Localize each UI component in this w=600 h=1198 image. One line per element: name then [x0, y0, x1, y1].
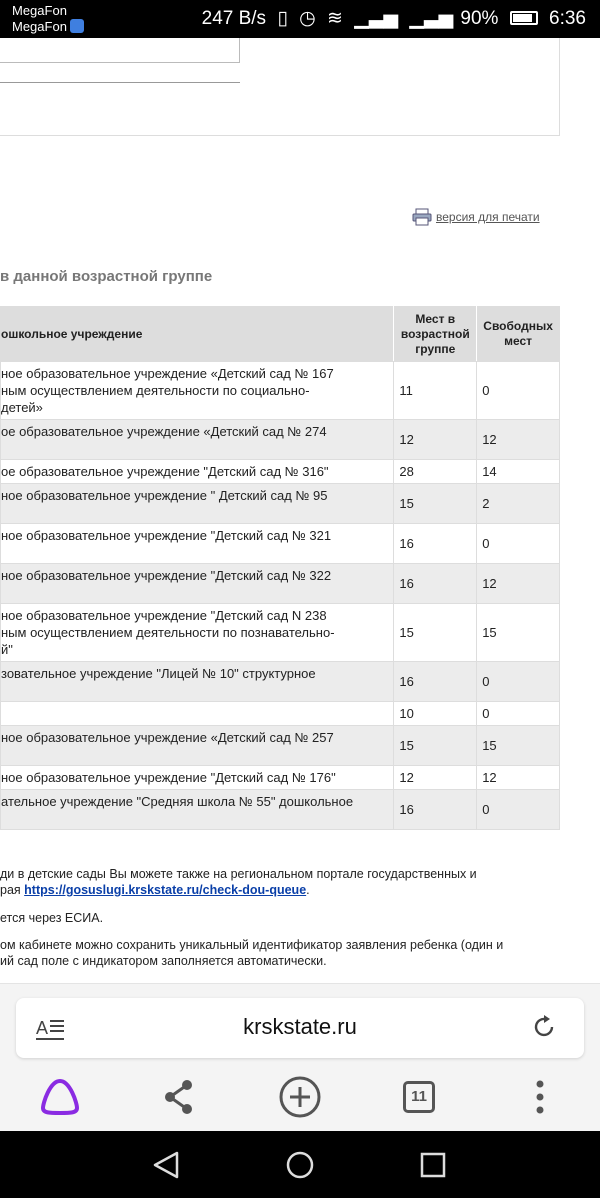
vibrate-icon: ▯ — [277, 8, 288, 29]
home-icon[interactable] — [284, 1149, 316, 1181]
institution-name-line: ным осуществлением деятельности по социально- — [1, 383, 310, 398]
col-header-group-line3: группе — [415, 341, 456, 356]
cell-group-places: 15 — [394, 726, 477, 766]
table-row — [1, 604, 560, 662]
recent-apps-icon[interactable] — [417, 1149, 449, 1181]
info-line-2-suffix: . — [306, 883, 310, 897]
cell-institution — [1, 484, 394, 524]
cell-institution — [1, 420, 394, 460]
cell-free-places: 12 — [477, 564, 560, 604]
institution-name-line: детей» — [1, 400, 43, 415]
table-row — [1, 460, 560, 484]
institution-name-line: й" — [1, 642, 13, 657]
table-row — [1, 790, 560, 830]
carrier-info — [12, 3, 84, 35]
back-icon[interactable] — [151, 1149, 183, 1181]
institution-name-line: ое образовательное учреждение "Детский сад № 316" — [1, 464, 329, 479]
info-line-1: ди в детские сады Вы можете также на региональном портале государственных и — [0, 867, 477, 881]
alice-assistant-icon[interactable] — [38, 1075, 82, 1119]
cell-institution — [1, 362, 394, 420]
col-header-group-places — [394, 307, 477, 362]
status-right — [196, 7, 586, 31]
cell-institution — [1, 564, 394, 604]
institution-name-line: ное образовательное учреждение "Детский сад № 176" — [1, 770, 336, 785]
info-paragraph-2: ется через ЕСИА. — [0, 911, 104, 925]
divider — [0, 82, 240, 83]
cell-free-places: 15 — [477, 604, 560, 662]
cell-institution — [1, 460, 394, 484]
cell-free-places: 12 — [477, 766, 560, 790]
col-header-free-places — [477, 307, 560, 362]
battery-percent: 90% — [460, 8, 499, 29]
cell-free-places: 0 — [477, 790, 560, 830]
cell-group-places: 15 — [394, 484, 477, 524]
section-title: в данной возрастной группе — [0, 268, 213, 285]
share-icon[interactable] — [157, 1075, 201, 1119]
tab-count: 11 — [403, 1081, 435, 1113]
alarm-icon: ◷ — [299, 8, 316, 29]
table-row — [1, 524, 560, 564]
status-bar — [0, 0, 600, 38]
cell-group-places: 12 — [394, 420, 477, 460]
institution-name-line: ое образовательное учреждение «Детский сад № 274 — [1, 424, 327, 439]
cell-institution — [1, 524, 394, 564]
menu-icon[interactable] — [518, 1075, 562, 1119]
address-bar[interactable] — [16, 998, 584, 1058]
table-row — [1, 662, 560, 702]
address-bar-area — [0, 983, 600, 1065]
table-header-row — [1, 307, 560, 362]
cell-group-places: 10 — [394, 702, 477, 726]
carrier-1: MegaFon — [12, 3, 67, 18]
cell-group-places: 28 — [394, 460, 477, 484]
info-para3-line-1: ом кабинете можно сохранить уникальный идентификатор заявления ребенка (один и — [0, 938, 504, 952]
cell-institution — [1, 702, 394, 726]
form-input[interactable] — [0, 38, 240, 63]
cell-institution — [1, 726, 394, 766]
reload-icon[interactable] — [532, 1014, 558, 1040]
cell-free-places: 0 — [477, 662, 560, 702]
col-header-group-line2: возрастной — [400, 326, 470, 341]
table-row — [1, 726, 560, 766]
cell-group-places: 16 — [394, 790, 477, 830]
cell-institution — [1, 662, 394, 702]
cell-free-places: 0 — [477, 702, 560, 726]
info-paragraph-1 — [0, 866, 560, 898]
page-content — [0, 38, 600, 983]
gosuslugi-link[interactable]: https://gosuslugi.krskstate.ru/check-dou-queue — [24, 883, 307, 897]
col-header-free-line1: Свободных — [483, 319, 553, 333]
institution-name-line: ное образовательное учреждение «Детский сад № 257 — [1, 730, 334, 745]
table-row — [1, 702, 560, 726]
cell-group-places: 16 — [394, 564, 477, 604]
cell-institution — [1, 604, 394, 662]
table-row — [1, 484, 560, 524]
cell-institution — [1, 790, 394, 830]
info-para3-line-2: ий сад поле с индикатором заполняется автоматически. — [0, 954, 327, 968]
wifi-icon: ≋ — [326, 8, 343, 29]
vacancies-table — [0, 306, 560, 830]
table-row — [1, 420, 560, 460]
institution-name-line: ным осуществлением деятельности по познавательно- — [1, 625, 335, 640]
cell-free-places: 2 — [477, 484, 560, 524]
cell-group-places: 12 — [394, 766, 477, 790]
col-header-group-line1: Мест в — [415, 311, 456, 326]
cell-group-places: 15 — [394, 604, 477, 662]
cell-group-places: 16 — [394, 524, 477, 564]
new-tab-icon[interactable] — [278, 1075, 322, 1119]
cell-group-places: 11 — [394, 362, 477, 420]
carrier-2: MegaFon — [12, 19, 67, 34]
cell-free-places: 0 — [477, 362, 560, 420]
printer-icon — [412, 208, 432, 226]
info-line-2-prefix: рая — [0, 883, 25, 897]
shield-icon — [70, 19, 84, 33]
clock: 6:36 — [549, 8, 586, 29]
tabs-button[interactable] — [398, 1075, 442, 1119]
col-header-institution: ошкольное учреждение — [1, 307, 394, 362]
site-domain[interactable]: krskstate.ru — [243, 1014, 357, 1039]
print-version-link[interactable] — [412, 208, 540, 226]
col-header-free-line2: мест — [504, 334, 533, 348]
print-link-label: версия для печати — [436, 210, 540, 224]
institution-name-line: ное образовательное учреждение "Детский сад N 238 — [1, 608, 327, 623]
cell-free-places: 12 — [477, 420, 560, 460]
institution-name-line: ное образовательное учреждение "Детский сад № 321 — [1, 528, 332, 543]
browser-toolbar — [0, 1065, 600, 1131]
table-row — [1, 564, 560, 604]
institution-name-line: ательное учреждение "Средняя школа № 55" дошкольное — [1, 794, 354, 809]
institution-name-line: ное образовательное учреждение "Детский сад № 322 — [1, 568, 332, 583]
info-line-2 — [0, 882, 560, 898]
institution-name-line: ное образовательное учреждение «Детский сад № 167 — [1, 366, 334, 381]
institution-name-line: зовательное учреждение "Лицей № 10" структурное — [1, 666, 316, 681]
signal-icon-2: ▁▃▅ — [409, 8, 454, 29]
system-nav-bar — [0, 1131, 600, 1198]
cell-institution — [1, 766, 394, 790]
table-row — [1, 766, 560, 790]
cell-free-places: 0 — [477, 524, 560, 564]
signal-icon-1: ▁▃▅ — [354, 8, 399, 29]
institution-name-line: ное образовательное учреждение " Детский сад № 95 — [1, 488, 328, 503]
info-paragraph-3 — [0, 937, 560, 969]
cell-group-places: 16 — [394, 662, 477, 702]
table-row — [1, 362, 560, 420]
cell-free-places: 14 — [477, 460, 560, 484]
network-speed: 247 B/s — [201, 8, 267, 29]
svg-text:A: A — [36, 1018, 49, 1038]
battery-icon — [510, 11, 538, 25]
cell-free-places: 15 — [477, 726, 560, 766]
